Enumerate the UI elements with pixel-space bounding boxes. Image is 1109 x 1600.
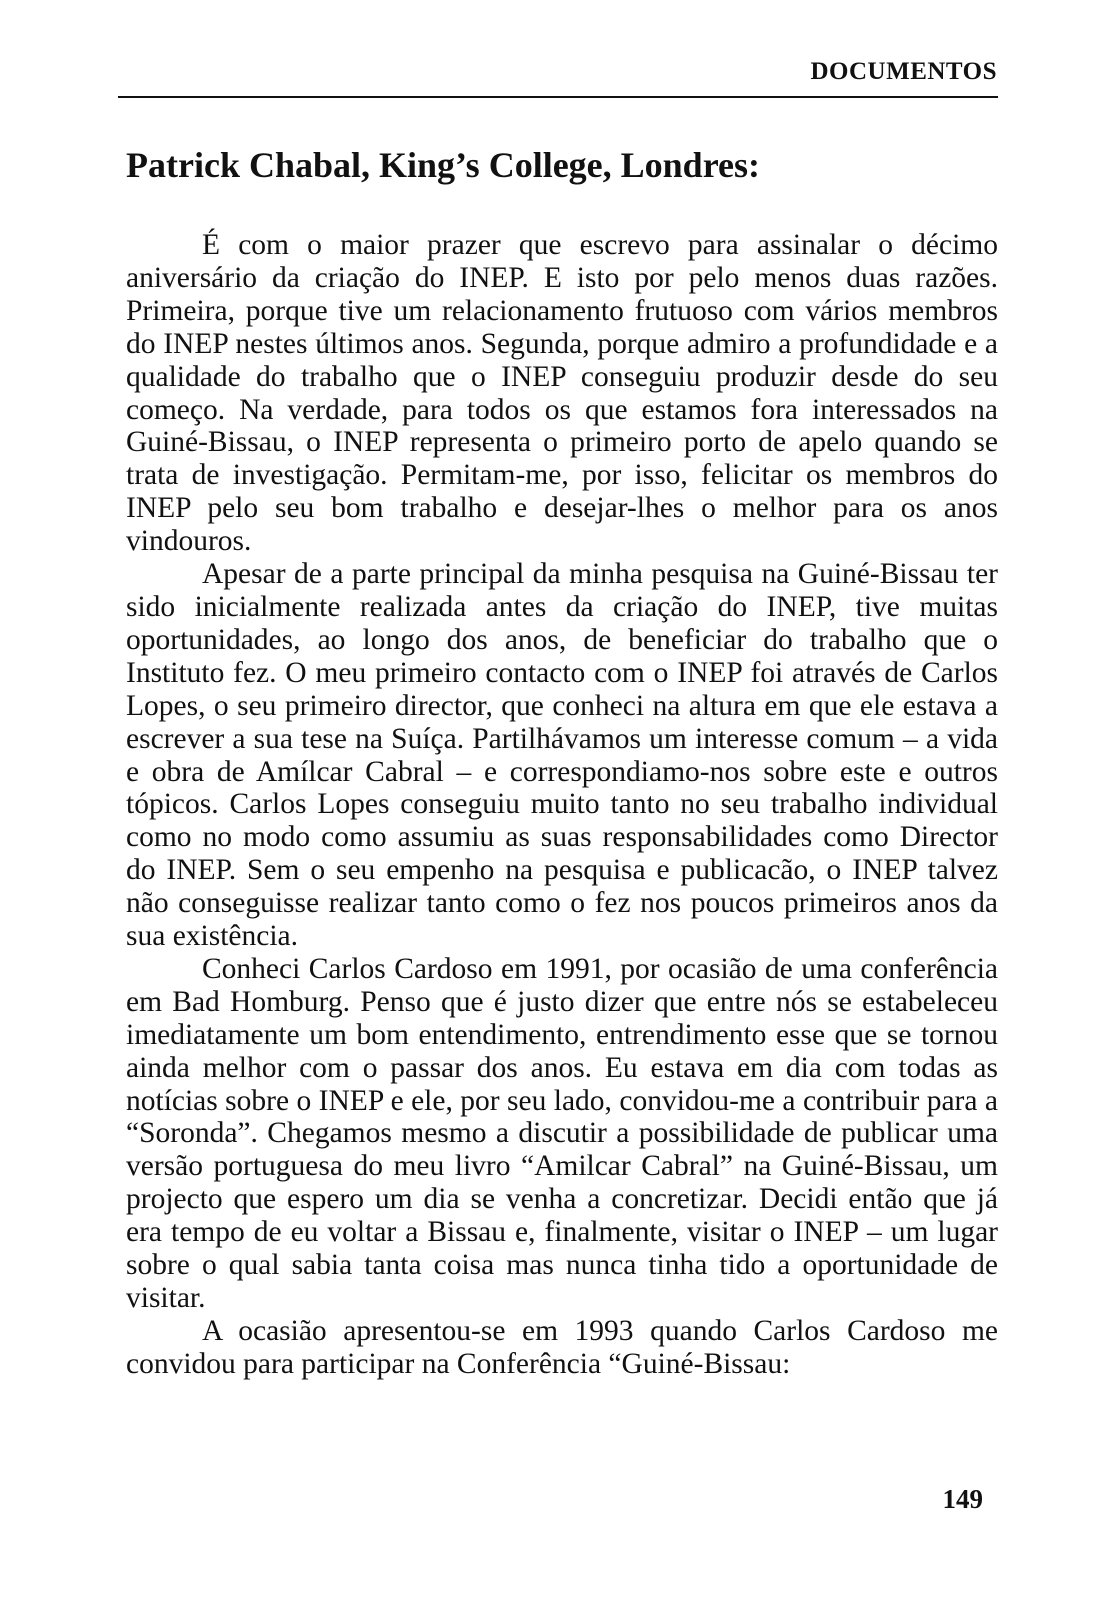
body-text	[126, 229, 998, 1381]
paragraph-2: Apesar de a parte principal da minha pesquisa na Guiné-Bissau ter sido inicialmente realizada antes da criação do INEP, tive muitas oportunidades, ao longo dos anos, de beneficiar do trabalho que o Instituto fez. O meu primeiro contacto com o INEP foi através de Carlos Lopes, o seu primeiro director, que conheci na altura em que ele estava a escrever a sua tese na Suíça. Partilhávamos um interesse comum – a vida e obra de Amílcar Cabral – e correspondiamo-nos sobre este e outros tópicos. Carlos Lopes conseguiu muito tanto no seu trabalho individual como no modo como assumiu as suas responsabilidades como Director do INEP. Sem o seu empenho na pesquisa e publicacão, o INEP talvez não conseguisse realizar tanto como o fez nos poucos primeiros anos da sua existência.	[126, 558, 998, 953]
header-rule	[118, 96, 998, 98]
paragraph-4: A ocasião apresentou-se em 1993 quando Carlos Cardoso me convidou para participar na Conferência “Guiné-Bissau:	[126, 1314, 998, 1380]
paragraph-1: É com o maior prazer que escrevo para assinalar o décimo aniversário da criação do INEP. E isto por pelo menos duas razões. Primeira, porque tive um relacionamento frutuoso com vários membros do INEP nestes últimos anos. Segunda, porque admiro a profundidade e a qualidade do trabalho que o INEP conseguiu produzir desde do seu começo. Na verdade, para todos os que estamos fora interessados na Guiné-Bissau, o INEP representa o primeiro porto de apelo quando se trata de investigação. Permitam-me, por isso, felicitar os membros do INEP pelo seu bom trabalho e desejar-lhes o melhor para os anos vindouros.	[126, 229, 998, 558]
running-head: DOCUMENTOS	[810, 58, 997, 85]
article-title: Patrick Chabal, King’s College, Londres:	[126, 145, 761, 185]
paragraph-3: Conheci Carlos Cardoso em 1991, por ocasião de uma conferência em Bad Homburg. Penso que é justo dizer que entre nós se estabeleceu imediatamente um bom entendimento, entrendimento esse que se tornou ainda melhor com o passar dos anos. Eu estava em dia com todas as notícias sobre o INEP e ele, por seu lado, convidou-me a contribuir para a “Soronda”. Chegamos mesmo a discutir a possibilidade de publicar uma versão portuguesa do meu livro “Amilcar Cabral” na Guiné-Bissau, um projecto que espero um dia se venha a concretizar. Decidi então que já era tempo de eu voltar a Bissau e, finalmente, visitar o INEP – um lugar sobre o qual sabia tanta coisa mas nunca tinha tido a oportunidade de visitar.	[126, 952, 998, 1314]
page-number: 149	[942, 1484, 983, 1514]
